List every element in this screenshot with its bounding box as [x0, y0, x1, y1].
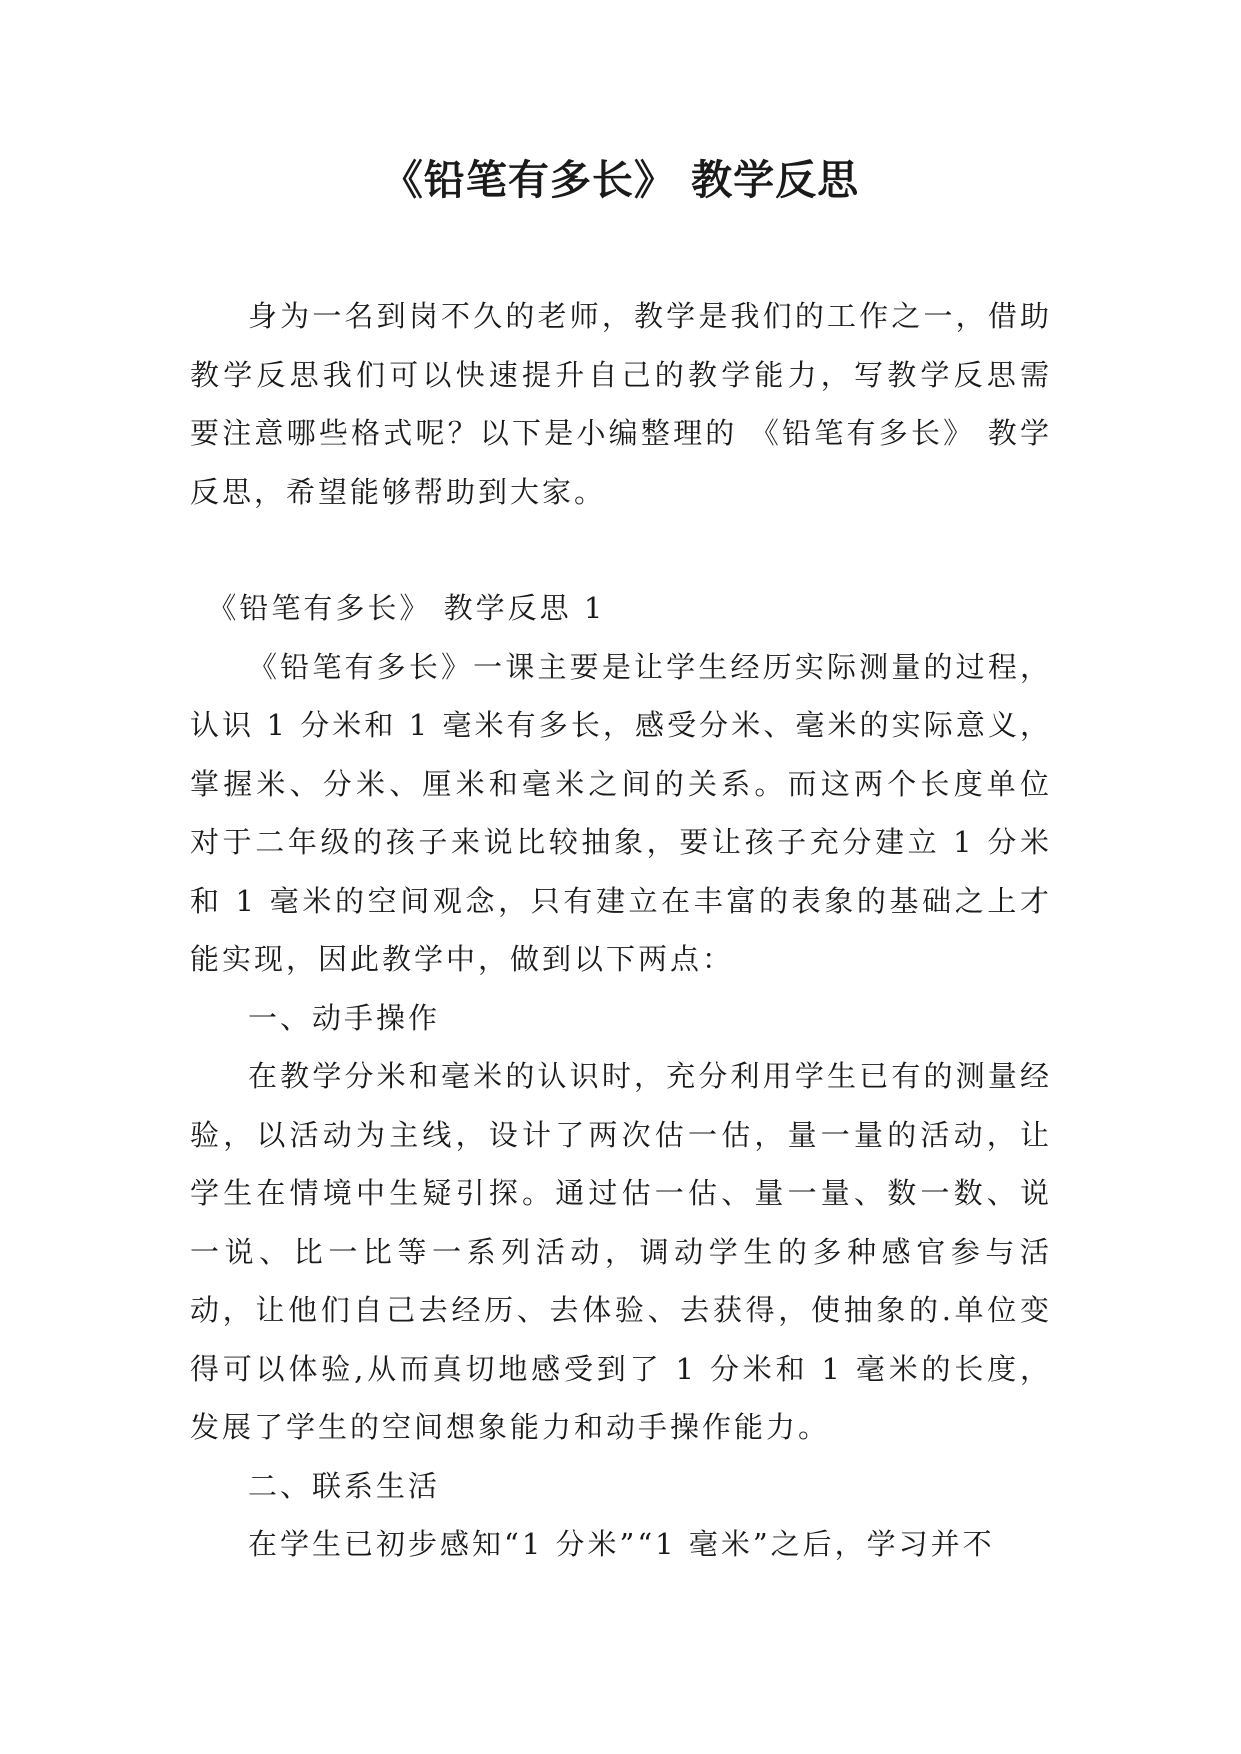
point-1-paragraph: 在教学分米和毫米的认识时，充分利用学生已有的测量经验，以活动为主线，设计了两次估一估，量一量的活动，让学生在情境中生疑引探。通过估一估、量一量、数一数、说一说、比一比等一系列活动，调动学生的多种感官参与活动，让他们自己去经历、去体验、去获得，使抽象的.单位变得可以体验,从而真切地感受到了 1 分米和 1 毫米的长度，发展了学生的空间想象能力和动手操作能力。 [190, 1059, 1052, 1444]
point-2-heading: 二、联系生活 [248, 1468, 441, 1503]
document-title: 《铅笔有多长》 教学反思 [381, 156, 860, 204]
document-body [190, 287, 1052, 1574]
section-heading: 《铅笔有多长》 教学反思 1 [207, 591, 606, 625]
point-1-heading: 一、动手操作 [248, 1000, 441, 1035]
point-2-paragraph: 在学生已初步感知“1 分米”“1 毫米”之后，学习并不 [248, 1527, 995, 1561]
intro-paragraph: 身为一名到岗不久的老师，教学是我们的工作之一，借助教学反思我们可以快速提升自己的教学能力，写教学反思需要注意哪些格式呢？以下是小编整理的 《铅笔有多长》 教学反思，希望能够帮助到大家。 [190, 299, 1052, 509]
body-paragraph: 《铅笔有多长》一课主要是让学生经历实际测量的过程，认识 1 分米和 1 毫米有多长，感受分米、毫米的实际意义，掌握米、分米、厘米和毫米之间的关系。而这两个长度单位对于二年级的孩子来说比较抽象，要让孩子充分建立 1 分米和 1 毫米的空间观念，只有建立在丰富的表象的基础之上才能实现，因此教学中，做到以下两点： [190, 649, 1052, 976]
